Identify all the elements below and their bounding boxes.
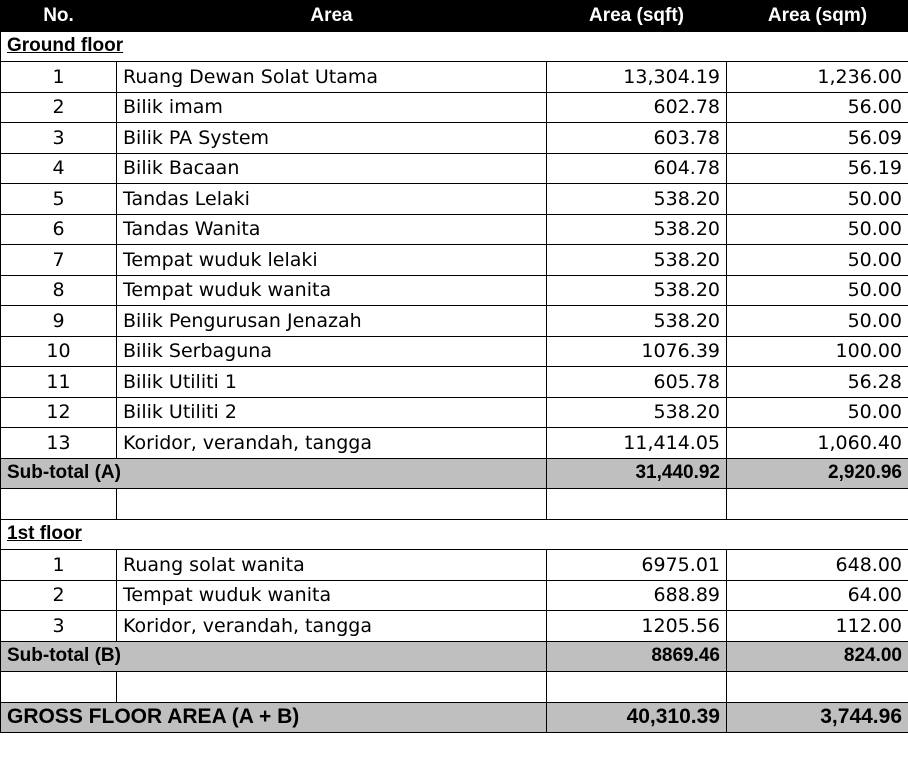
subtotal-label: Sub-total (A)	[1, 458, 547, 489]
row-sqft: 538.20	[547, 245, 727, 276]
row-sqm: 56.28	[727, 367, 908, 398]
row-sqm: 56.19	[727, 153, 908, 184]
table-row	[1, 92, 908, 123]
row-name: Tempat wuduk lelaki	[117, 245, 547, 276]
row-sqm: 100.00	[727, 336, 908, 367]
blank-cell	[547, 489, 727, 520]
blank-cell	[1, 489, 117, 520]
row-sqft: 538.20	[547, 184, 727, 215]
row-sqft: 538.20	[547, 275, 727, 306]
subtotal-sqm: 824.00	[727, 641, 908, 672]
gross-label: GROSS FLOOR AREA (A + B)	[1, 702, 547, 733]
row-no: 3	[1, 123, 117, 154]
table-row	[1, 428, 908, 459]
subtotal-sqft: 31,440.92	[547, 458, 727, 489]
row-no: 9	[1, 306, 117, 337]
row-sqft: 538.20	[547, 397, 727, 428]
row-sqm: 50.00	[727, 397, 908, 428]
row-name: Bilik Bacaan	[117, 153, 547, 184]
row-name: Tempat wuduk wanita	[117, 580, 547, 611]
header-no: No.	[1, 1, 117, 32]
gross-sqm: 3,744.96	[727, 702, 908, 733]
header-row	[1, 1, 908, 32]
row-no: 11	[1, 367, 117, 398]
row-sqft: 604.78	[547, 153, 727, 184]
blank-cell	[1, 672, 117, 703]
table-row	[1, 397, 908, 428]
section-first-floor	[1, 519, 908, 550]
row-sqft: 538.20	[547, 214, 727, 245]
row-no: 1	[1, 62, 117, 93]
row-sqft: 538.20	[547, 306, 727, 337]
row-name: Koridor, verandah, tangga	[117, 611, 547, 642]
row-name: Bilik Serbaguna	[117, 336, 547, 367]
header-sqm: Area (sqm)	[727, 1, 908, 32]
row-no: 7	[1, 245, 117, 276]
table-row	[1, 275, 908, 306]
row-sqm: 50.00	[727, 275, 908, 306]
table-row	[1, 214, 908, 245]
blank-cell	[117, 672, 547, 703]
table-row	[1, 62, 908, 93]
row-name: Tempat wuduk wanita	[117, 275, 547, 306]
blank-cell	[727, 672, 908, 703]
header-area: Area	[117, 1, 547, 32]
row-sqm: 1,060.40	[727, 428, 908, 459]
section-label: Ground floor	[1, 31, 908, 62]
blank-row	[1, 672, 908, 703]
row-name: Bilik Pengurusan Jenazah	[117, 306, 547, 337]
row-sqm: 56.09	[727, 123, 908, 154]
table-row	[1, 153, 908, 184]
subtotal-row	[1, 458, 908, 489]
row-sqm: 112.00	[727, 611, 908, 642]
table-row	[1, 336, 908, 367]
blank-row	[1, 489, 908, 520]
row-sqm: 50.00	[727, 214, 908, 245]
row-no: 2	[1, 92, 117, 123]
row-no: 3	[1, 611, 117, 642]
row-sqm: 648.00	[727, 550, 908, 581]
row-no: 8	[1, 275, 117, 306]
row-sqft: 603.78	[547, 123, 727, 154]
table-row	[1, 245, 908, 276]
table-row	[1, 184, 908, 215]
row-sqft: 13,304.19	[547, 62, 727, 93]
row-no: 2	[1, 580, 117, 611]
row-sqft: 1205.56	[547, 611, 727, 642]
row-sqm: 1,236.00	[727, 62, 908, 93]
table-row	[1, 580, 908, 611]
row-name: Ruang solat wanita	[117, 550, 547, 581]
gross-floor-area-row	[1, 702, 908, 733]
row-name: Bilik Utiliti 1	[117, 367, 547, 398]
subtotal-sqft: 8869.46	[547, 641, 727, 672]
row-no: 4	[1, 153, 117, 184]
subtotal-row	[1, 641, 908, 672]
table-row	[1, 611, 908, 642]
blank-cell	[117, 489, 547, 520]
row-no: 6	[1, 214, 117, 245]
subtotal-sqm: 2,920.96	[727, 458, 908, 489]
row-name: Bilik imam	[117, 92, 547, 123]
section-ground-floor	[1, 31, 908, 62]
row-name: Bilik PA System	[117, 123, 547, 154]
row-no: 1	[1, 550, 117, 581]
row-no: 10	[1, 336, 117, 367]
row-sqm: 56.00	[727, 92, 908, 123]
row-no: 12	[1, 397, 117, 428]
table-row	[1, 550, 908, 581]
section-label: 1st floor	[1, 519, 908, 550]
blank-cell	[727, 489, 908, 520]
row-no: 5	[1, 184, 117, 215]
subtotal-label: Sub-total (B)	[1, 641, 547, 672]
table-row	[1, 123, 908, 154]
row-sqft: 6975.01	[547, 550, 727, 581]
row-sqft: 688.89	[547, 580, 727, 611]
table-row	[1, 306, 908, 337]
table-row	[1, 367, 908, 398]
row-sqft: 605.78	[547, 367, 727, 398]
row-sqm: 50.00	[727, 184, 908, 215]
header-sqft: Area (sqft)	[547, 1, 727, 32]
row-sqft: 11,414.05	[547, 428, 727, 459]
row-sqm: 64.00	[727, 580, 908, 611]
row-name: Koridor, verandah, tangga	[117, 428, 547, 459]
blank-cell	[547, 672, 727, 703]
row-sqft: 602.78	[547, 92, 727, 123]
row-sqft: 1076.39	[547, 336, 727, 367]
row-no: 13	[1, 428, 117, 459]
row-name: Tandas Lelaki	[117, 184, 547, 215]
row-name: Tandas Wanita	[117, 214, 547, 245]
gross-sqft: 40,310.39	[547, 702, 727, 733]
row-name: Ruang Dewan Solat Utama	[117, 62, 547, 93]
row-name: Bilik Utiliti 2	[117, 397, 547, 428]
row-sqm: 50.00	[727, 306, 908, 337]
row-sqm: 50.00	[727, 245, 908, 276]
